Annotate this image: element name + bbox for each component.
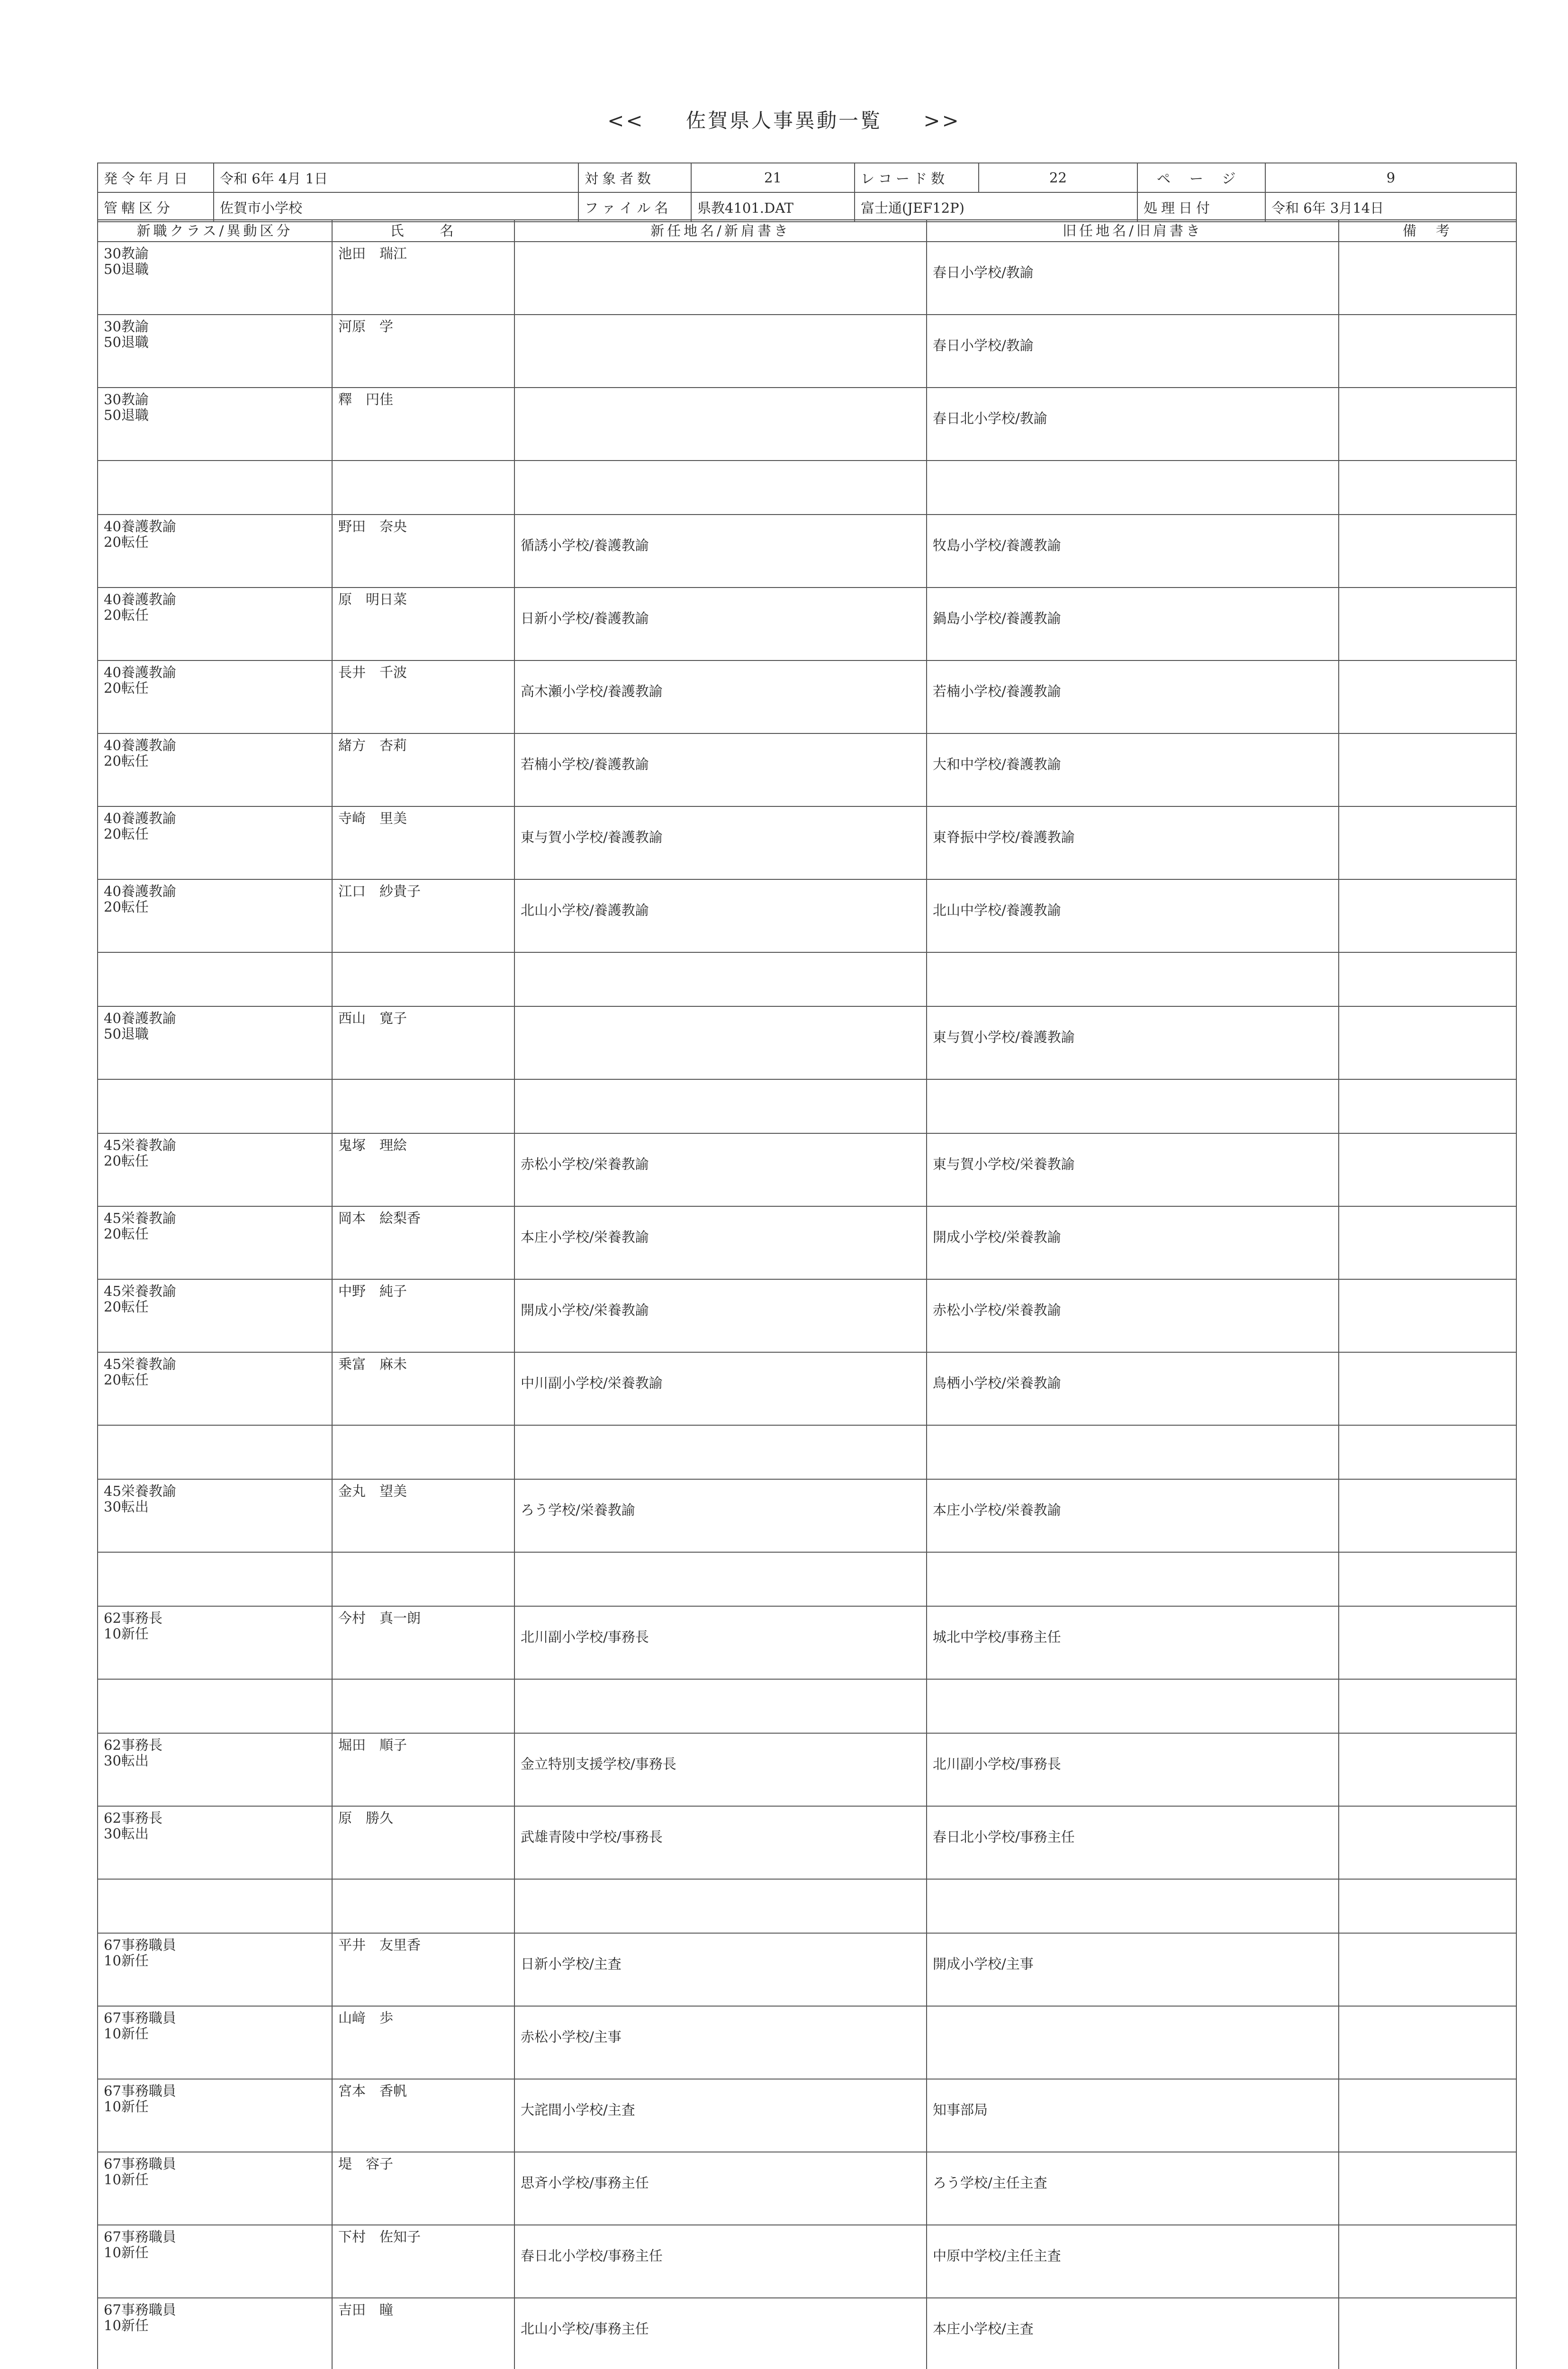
blank-row bbox=[98, 952, 1516, 1006]
position-class: 67事務職員 bbox=[104, 2083, 176, 2099]
column-header-name: 氏 名 bbox=[332, 220, 514, 242]
position-class: 30教諭 bbox=[104, 391, 149, 407]
transfer-type: 20転任 bbox=[104, 753, 149, 769]
header-value-process-date: 令和 6年 3月14日 bbox=[1265, 192, 1516, 222]
table-row bbox=[98, 733, 1516, 806]
position-class: 67事務職員 bbox=[104, 2010, 176, 2026]
class-cell bbox=[98, 515, 332, 588]
blank-cell bbox=[514, 1879, 927, 1933]
blank-cell bbox=[1339, 1079, 1516, 1133]
name-cell: 今村 真一朗 bbox=[332, 1606, 514, 1679]
blank-cell bbox=[1339, 461, 1516, 515]
table-row bbox=[98, 2006, 1516, 2079]
header-value-target-count: 21 bbox=[691, 163, 855, 192]
new-post-cell: 北山小学校/事務主任 bbox=[514, 2298, 927, 2369]
old-post-cell: 北山中学校/養護教諭 bbox=[927, 879, 1339, 952]
remarks-cell bbox=[1339, 1806, 1516, 1879]
table-row bbox=[98, 2079, 1516, 2152]
old-post-cell: 知事部局 bbox=[927, 2079, 1339, 2152]
new-post-cell: 思斉小学校/事務主任 bbox=[514, 2152, 927, 2225]
class-cell bbox=[98, 315, 332, 388]
old-post-cell: 中原中学校/主任主査 bbox=[927, 2225, 1339, 2298]
position-class: 40養護教諭 bbox=[104, 810, 176, 826]
old-post-cell: 牧島小学校/養護教諭 bbox=[927, 515, 1339, 588]
new-post-cell: 高木瀬小学校/養護教諭 bbox=[514, 660, 927, 733]
remarks-cell bbox=[1339, 388, 1516, 461]
name-cell: 宮本 香帆 bbox=[332, 2079, 514, 2152]
transfer-type: 20転任 bbox=[104, 1372, 149, 1388]
blank-cell bbox=[98, 952, 332, 1006]
class-cell bbox=[98, 1733, 332, 1806]
transfer-type: 10新任 bbox=[104, 1953, 149, 1969]
position-class: 62事務長 bbox=[104, 1610, 162, 1626]
remarks-cell bbox=[1339, 1206, 1516, 1279]
header-label-record-count: レコード数 bbox=[855, 163, 979, 192]
old-post-cell: ろう学校/主任主査 bbox=[927, 2152, 1339, 2225]
name-cell: 平井 友里香 bbox=[332, 1933, 514, 2006]
class-cell bbox=[98, 733, 332, 806]
old-post-cell: 本庄小学校/栄養教諭 bbox=[927, 1479, 1339, 1552]
position-class: 62事務長 bbox=[104, 1810, 162, 1826]
name-cell: 山﨑 歩 bbox=[332, 2006, 514, 2079]
column-header-row bbox=[98, 220, 1516, 242]
new-post-cell: 本庄小学校/栄養教諭 bbox=[514, 1206, 927, 1279]
blank-cell bbox=[927, 1679, 1339, 1733]
position-class: 45栄養教諭 bbox=[104, 1283, 176, 1299]
name-cell: 江口 紗貴子 bbox=[332, 879, 514, 952]
transfer-type: 10新任 bbox=[104, 2025, 149, 2042]
class-cell bbox=[98, 1006, 332, 1079]
class-cell bbox=[98, 1352, 332, 1425]
blank-cell bbox=[514, 1552, 927, 1606]
table-row bbox=[98, 1479, 1516, 1552]
blank-cell bbox=[332, 1079, 514, 1133]
table-row bbox=[98, 1606, 1516, 1679]
name-cell: 岡本 絵梨香 bbox=[332, 1206, 514, 1279]
class-cell bbox=[98, 2225, 332, 2298]
blank-cell bbox=[98, 1679, 332, 1733]
remarks-cell bbox=[1339, 1279, 1516, 1352]
new-post-cell: 北川副小学校/事務長 bbox=[514, 1606, 927, 1679]
old-post-cell: 赤松小学校/栄養教諭 bbox=[927, 1279, 1339, 1352]
blank-cell bbox=[514, 461, 927, 515]
table-row bbox=[98, 660, 1516, 733]
blank-cell bbox=[927, 461, 1339, 515]
blank-cell bbox=[1339, 1679, 1516, 1733]
class-cell bbox=[98, 879, 332, 952]
title-text: 佐賀県人事異動一覧 bbox=[685, 109, 882, 132]
class-cell bbox=[98, 1479, 332, 1552]
blank-cell bbox=[1339, 1552, 1516, 1606]
new-post-cell: 若楠小学校/養護教諭 bbox=[514, 733, 927, 806]
new-post-cell: ろう学校/栄養教諭 bbox=[514, 1479, 927, 1552]
blank-cell bbox=[927, 1879, 1339, 1933]
position-class: 67事務職員 bbox=[104, 2229, 176, 2245]
remarks-cell bbox=[1339, 315, 1516, 388]
name-cell: 長井 千波 bbox=[332, 660, 514, 733]
old-post-cell: 鍋島小学校/養護教諭 bbox=[927, 588, 1339, 660]
remarks-cell bbox=[1339, 1733, 1516, 1806]
position-class: 40養護教諭 bbox=[104, 1010, 176, 1026]
class-cell bbox=[98, 388, 332, 461]
name-cell: 鬼塚 理絵 bbox=[332, 1133, 514, 1206]
header-value-page: 9 bbox=[1265, 163, 1516, 192]
name-cell: 寺崎 里美 bbox=[332, 806, 514, 879]
position-class: 40養護教諭 bbox=[104, 883, 176, 899]
new-post-cell: 北山小学校/養護教諭 bbox=[514, 879, 927, 952]
column-header-class: 新職クラス/異動区分 bbox=[98, 220, 332, 242]
blank-cell bbox=[98, 461, 332, 515]
remarks-cell bbox=[1339, 1479, 1516, 1552]
table-row bbox=[98, 806, 1516, 879]
header-value-system: 富士通(JEF12P) bbox=[855, 192, 1137, 222]
class-cell bbox=[98, 2152, 332, 2225]
remarks-cell bbox=[1339, 515, 1516, 588]
name-cell: 堤 容子 bbox=[332, 2152, 514, 2225]
transfer-type: 10新任 bbox=[104, 2244, 149, 2260]
old-post-cell: 北川副小学校/事務長 bbox=[927, 1733, 1339, 1806]
header-table bbox=[97, 163, 1517, 222]
old-post-cell: 大和中学校/養護教諭 bbox=[927, 733, 1339, 806]
header-value-file-name: 県教4101.DAT bbox=[691, 192, 855, 222]
position-class: 45栄養教諭 bbox=[104, 1137, 176, 1153]
name-cell: 釋 円佳 bbox=[332, 388, 514, 461]
remarks-cell bbox=[1339, 733, 1516, 806]
table-row bbox=[98, 2298, 1516, 2369]
table-row bbox=[98, 879, 1516, 952]
table-row bbox=[98, 1006, 1516, 1079]
class-cell bbox=[98, 1606, 332, 1679]
old-post-cell: 東与賀小学校/養護教諭 bbox=[927, 1006, 1339, 1079]
old-post-cell: 城北中学校/事務主任 bbox=[927, 1606, 1339, 1679]
class-cell bbox=[98, 2079, 332, 2152]
transfer-type: 20転任 bbox=[104, 1226, 149, 1242]
blank-row bbox=[98, 1679, 1516, 1733]
transfer-type: 20転任 bbox=[104, 826, 149, 842]
header-label-file-name: ファイル名 bbox=[578, 192, 691, 222]
new-post-cell bbox=[514, 315, 927, 388]
position-class: 45栄養教諭 bbox=[104, 1210, 176, 1226]
old-post-cell: 東与賀小学校/栄養教諭 bbox=[927, 1133, 1339, 1206]
blank-cell bbox=[332, 952, 514, 1006]
new-post-cell bbox=[514, 242, 927, 315]
blank-row bbox=[98, 1079, 1516, 1133]
old-post-cell: 開成小学校/栄養教諭 bbox=[927, 1206, 1339, 1279]
remarks-cell bbox=[1339, 588, 1516, 660]
name-cell: 乗富 麻未 bbox=[332, 1352, 514, 1425]
blank-cell bbox=[332, 461, 514, 515]
class-cell bbox=[98, 1279, 332, 1352]
old-post-cell bbox=[927, 2006, 1339, 2079]
position-class: 45栄養教諭 bbox=[104, 1356, 176, 1372]
transfer-type: 20転任 bbox=[104, 607, 149, 623]
blank-cell bbox=[332, 1425, 514, 1479]
class-cell bbox=[98, 588, 332, 660]
class-cell bbox=[98, 1806, 332, 1879]
blank-cell bbox=[98, 1879, 332, 1933]
header-label-process-date: 処理日付 bbox=[1137, 192, 1265, 222]
blank-row bbox=[98, 1879, 1516, 1933]
transfer-type: 20転任 bbox=[104, 680, 149, 696]
remarks-cell bbox=[1339, 1133, 1516, 1206]
position-class: 40養護教諭 bbox=[104, 664, 176, 680]
remarks-cell bbox=[1339, 1352, 1516, 1425]
transfer-type: 30転出 bbox=[104, 1753, 149, 1769]
class-cell bbox=[98, 660, 332, 733]
old-post-cell: 春日小学校/教諭 bbox=[927, 242, 1339, 315]
remarks-cell bbox=[1339, 1606, 1516, 1679]
remarks-cell bbox=[1339, 2006, 1516, 2079]
new-post-cell: 金立特別支援学校/事務長 bbox=[514, 1733, 927, 1806]
column-header-old-post: 旧任地名/旧肩書き bbox=[927, 220, 1339, 242]
new-post-cell bbox=[514, 388, 927, 461]
transfer-type: 10新任 bbox=[104, 2098, 149, 2115]
new-post-cell: 東与賀小学校/養護教諭 bbox=[514, 806, 927, 879]
class-cell bbox=[98, 1133, 332, 1206]
table-row bbox=[98, 515, 1516, 588]
new-post-cell: 武雄青陵中学校/事務長 bbox=[514, 1806, 927, 1879]
remarks-cell bbox=[1339, 2152, 1516, 2225]
table-row bbox=[98, 1933, 1516, 2006]
title-close-mark: >> bbox=[923, 109, 961, 132]
remarks-cell bbox=[1339, 242, 1516, 315]
table-row bbox=[98, 1806, 1516, 1879]
remarks-cell bbox=[1339, 879, 1516, 952]
old-post-cell: 春日北小学校/教諭 bbox=[927, 388, 1339, 461]
position-class: 67事務職員 bbox=[104, 2302, 176, 2318]
blank-cell bbox=[927, 1079, 1339, 1133]
name-cell: 河原 学 bbox=[332, 315, 514, 388]
table-row bbox=[98, 1352, 1516, 1425]
transfer-type: 50退職 bbox=[104, 1026, 149, 1042]
remarks-cell bbox=[1339, 660, 1516, 733]
name-cell: 吉田 瞳 bbox=[332, 2298, 514, 2369]
name-cell: 緒方 杏莉 bbox=[332, 733, 514, 806]
table-row bbox=[98, 242, 1516, 315]
blank-cell bbox=[98, 1552, 332, 1606]
old-post-cell: 本庄小学校/主査 bbox=[927, 2298, 1339, 2369]
header-label-jurisdiction: 管轄区分 bbox=[98, 192, 214, 222]
class-cell bbox=[98, 1206, 332, 1279]
old-post-cell: 鳥栖小学校/栄養教諭 bbox=[927, 1352, 1339, 1425]
new-post-cell bbox=[514, 1006, 927, 1079]
old-post-cell: 東脊振中学校/養護教諭 bbox=[927, 806, 1339, 879]
class-cell bbox=[98, 806, 332, 879]
name-cell: 下村 佐知子 bbox=[332, 2225, 514, 2298]
class-cell bbox=[98, 242, 332, 315]
blank-cell bbox=[332, 1552, 514, 1606]
transfer-type: 50退職 bbox=[104, 334, 149, 350]
column-header-remarks: 備 考 bbox=[1339, 220, 1516, 242]
remarks-cell bbox=[1339, 1006, 1516, 1079]
table-row bbox=[98, 588, 1516, 660]
name-cell: 金丸 望美 bbox=[332, 1479, 514, 1552]
position-class: 30教諭 bbox=[104, 318, 149, 335]
old-post-cell: 若楠小学校/養護教諭 bbox=[927, 660, 1339, 733]
new-post-cell: 開成小学校/栄養教諭 bbox=[514, 1279, 927, 1352]
name-cell: 原 勝久 bbox=[332, 1806, 514, 1879]
name-cell: 堀田 順子 bbox=[332, 1733, 514, 1806]
header-value-issue-date: 令和 6年 4月 1日 bbox=[214, 163, 578, 192]
table-row bbox=[98, 2152, 1516, 2225]
transfer-type: 20転任 bbox=[104, 1299, 149, 1315]
header-label-issue-date: 発令年月日 bbox=[98, 163, 214, 192]
transfer-type: 30転出 bbox=[104, 1826, 149, 1842]
position-class: 40養護教諭 bbox=[104, 737, 176, 753]
class-cell bbox=[98, 2298, 332, 2369]
blank-cell bbox=[927, 952, 1339, 1006]
name-cell: 野田 奈央 bbox=[332, 515, 514, 588]
blank-row bbox=[98, 461, 1516, 515]
old-post-cell: 春日北小学校/事務主任 bbox=[927, 1806, 1339, 1879]
position-class: 67事務職員 bbox=[104, 1937, 176, 1953]
transfer-type: 30転出 bbox=[104, 1499, 149, 1515]
header-value-record-count: 22 bbox=[979, 163, 1137, 192]
blank-cell bbox=[1339, 952, 1516, 1006]
remarks-cell bbox=[1339, 806, 1516, 879]
blank-cell bbox=[1339, 1879, 1516, 1933]
transfer-type: 20転任 bbox=[104, 899, 149, 915]
blank-cell bbox=[514, 1079, 927, 1133]
position-class: 40養護教諭 bbox=[104, 518, 176, 534]
header-row-2 bbox=[98, 192, 1516, 222]
header-value-jurisdiction: 佐賀市小学校 bbox=[214, 192, 578, 222]
remarks-cell bbox=[1339, 2298, 1516, 2369]
name-cell: 池田 瑞江 bbox=[332, 242, 514, 315]
position-class: 62事務長 bbox=[104, 1737, 162, 1753]
table-row bbox=[98, 388, 1516, 461]
column-header-new-post: 新任地名/新肩書き bbox=[514, 220, 927, 242]
class-cell bbox=[98, 1933, 332, 2006]
transfer-type: 20転任 bbox=[104, 534, 149, 550]
table-row bbox=[98, 1133, 1516, 1206]
old-post-cell: 春日小学校/教諭 bbox=[927, 315, 1339, 388]
transfer-type: 10新任 bbox=[104, 1626, 149, 1642]
table-row bbox=[98, 1279, 1516, 1352]
blank-row bbox=[98, 1552, 1516, 1606]
new-post-cell: 日新小学校/養護教諭 bbox=[514, 588, 927, 660]
blank-cell bbox=[332, 1679, 514, 1733]
table-row bbox=[98, 1206, 1516, 1279]
blank-cell bbox=[98, 1079, 332, 1133]
blank-cell bbox=[514, 1679, 927, 1733]
position-class: 40養護教諭 bbox=[104, 591, 176, 607]
transfer-type: 20転任 bbox=[104, 1153, 149, 1169]
transfer-type: 50退職 bbox=[104, 261, 149, 277]
blank-cell bbox=[927, 1552, 1339, 1606]
blank-cell bbox=[98, 1425, 332, 1479]
position-class: 30教諭 bbox=[104, 245, 149, 262]
name-cell: 西山 寛子 bbox=[332, 1006, 514, 1079]
blank-cell bbox=[927, 1425, 1339, 1479]
header-label-page: ページ bbox=[1137, 163, 1265, 192]
personnel-table bbox=[97, 219, 1517, 2369]
name-cell: 中野 純子 bbox=[332, 1279, 514, 1352]
position-class: 45栄養教諭 bbox=[104, 1483, 176, 1499]
remarks-cell bbox=[1339, 1933, 1516, 2006]
remarks-cell bbox=[1339, 2225, 1516, 2298]
new-post-cell: 大詫間小学校/主査 bbox=[514, 2079, 927, 2152]
blank-cell bbox=[1339, 1425, 1516, 1479]
header-row-1 bbox=[98, 163, 1516, 192]
blank-cell bbox=[514, 952, 927, 1006]
table-row bbox=[98, 1733, 1516, 1806]
new-post-cell: 春日北小学校/事務主任 bbox=[514, 2225, 927, 2298]
transfer-type: 10新任 bbox=[104, 2171, 149, 2188]
blank-cell bbox=[514, 1425, 927, 1479]
title-open-mark: << bbox=[607, 109, 645, 132]
table-row bbox=[98, 2225, 1516, 2298]
table-row bbox=[98, 315, 1516, 388]
new-post-cell: 赤松小学校/栄養教諭 bbox=[514, 1133, 927, 1206]
position-class: 67事務職員 bbox=[104, 2156, 176, 2172]
name-cell: 原 明日菜 bbox=[332, 588, 514, 660]
old-post-cell: 開成小学校/主事 bbox=[927, 1933, 1339, 2006]
transfer-type: 50退職 bbox=[104, 407, 149, 423]
new-post-cell: 循誘小学校/養護教諭 bbox=[514, 515, 927, 588]
new-post-cell: 日新小学校/主査 bbox=[514, 1933, 927, 2006]
class-cell bbox=[98, 2006, 332, 2079]
remarks-cell bbox=[1339, 2079, 1516, 2152]
blank-cell bbox=[332, 1879, 514, 1933]
new-post-cell: 中川副小学校/栄養教諭 bbox=[514, 1352, 927, 1425]
page-title bbox=[0, 105, 1568, 134]
new-post-cell: 赤松小学校/主事 bbox=[514, 2006, 927, 2079]
transfer-type: 10新任 bbox=[104, 2317, 149, 2333]
blank-row bbox=[98, 1425, 1516, 1479]
header-label-target-count: 対象者数 bbox=[578, 163, 691, 192]
